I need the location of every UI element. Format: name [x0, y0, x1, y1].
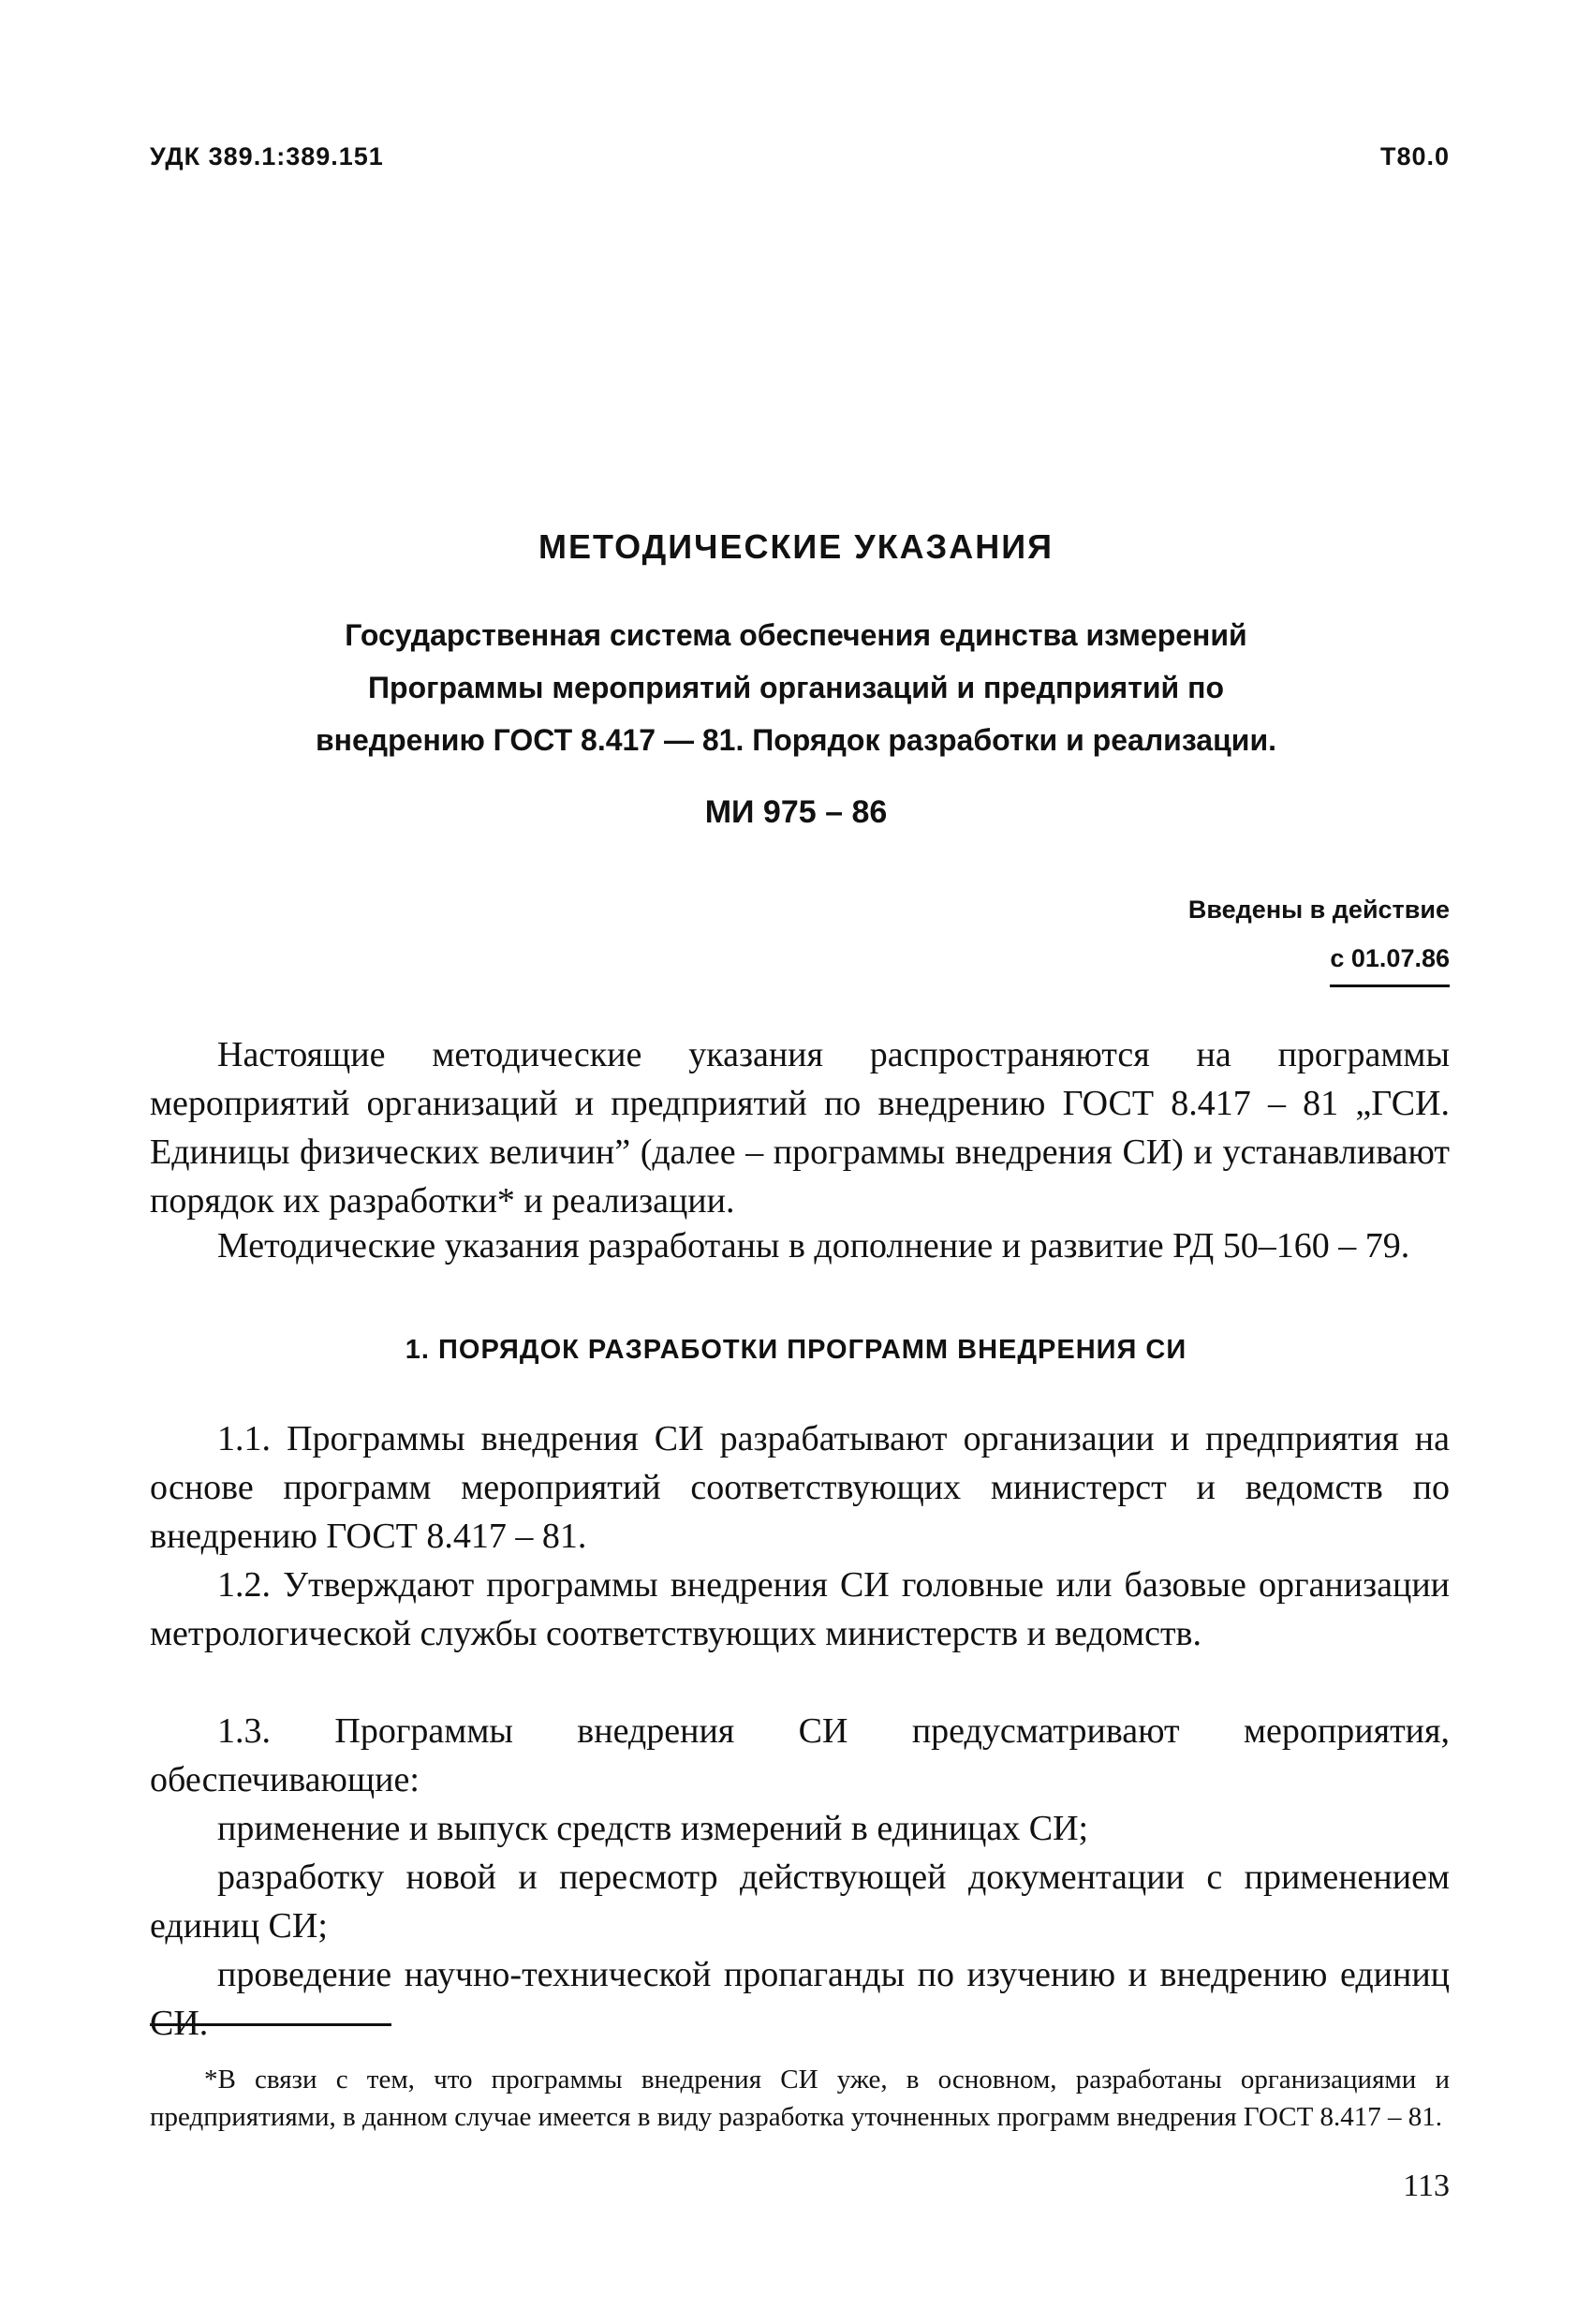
list-item-3: проведение научно-технической пропаганды по изучению и внедрению единиц СИ. — [150, 1955, 1450, 2043]
document-type-heading: МЕТОДИЧЕСКИЕ УКАЗАНИЯ — [538, 527, 1054, 566]
footnote-text: *В связи с тем, что программы внедрения СИ уже, в основном, разработаны организациями и предприятиями, в данном случае имеется в виду разработка уточненных программ внедрения ГОСТ 8.417 – 81. — [150, 2065, 1450, 2132]
effective-label: Введены в действие — [1187, 896, 1450, 924]
clause-1-1: 1.1. Программы внедрения СИ разрабатывают организации и предприятия на основе программ мероприятий соответствующих министерст и ведомств по внедрению ГОСТ 8.417 – 81. — [150, 1419, 1450, 1556]
clause-1-2: 1.2. Утверждают программы внедрения СИ головные или базовые организации метрологической службы соответствующих министерств и ведомств. — [150, 1565, 1450, 1653]
title-line-1: Государственная система обеспечения единства измерений — [345, 618, 1247, 652]
title-line-2: Программы мероприятий организаций и предприятий по — [368, 671, 1224, 704]
classification-code: Т80.0 — [1379, 142, 1450, 170]
list-item-1: применение и выпуск средств измерений в единицах СИ; — [217, 1809, 1089, 1848]
document-number: МИ 975 – 86 — [704, 794, 888, 830]
section-heading: 1. ПОРЯДОК РАЗРАБОТКИ ПРОГРАММ ВНЕДРЕНИЯ СИ — [405, 1335, 1187, 1365]
page-number: 113 — [1403, 2169, 1450, 2203]
document-title — [169, 609, 1423, 766]
clause-1-3: 1.3. Программы внедрения СИ предусматривают мероприятия, обеспечивающие: — [150, 1711, 1450, 1799]
intro-paragraph-1: Настоящие методические указания распространяются на программы мероприятий организаций и предприятий по внедрению ГОСТ 8.417 – 81 „ГСИ. Единицы физических величин” (далее – программы внедрения СИ) и устанавливают порядок их разработки* и реализации. — [150, 1035, 1450, 1221]
intro-paragraph-2: Методические указания разработаны в дополнение и развитие РД 50–160 – 79. — [217, 1226, 1410, 1266]
udk-code: УДК 389.1:389.151 — [150, 142, 384, 170]
list-item-2: разработку новой и пересмотр действующей документации с применением единиц СИ; — [150, 1858, 1450, 1946]
footnote-divider — [150, 2023, 391, 2026]
effective-date-block — [1188, 885, 1450, 987]
title-line-3: внедрению ГОСТ 8.417 — 81. Порядок разработки и реализации. — [315, 723, 1276, 757]
effective-date: с 01.07.86 — [1330, 934, 1450, 987]
